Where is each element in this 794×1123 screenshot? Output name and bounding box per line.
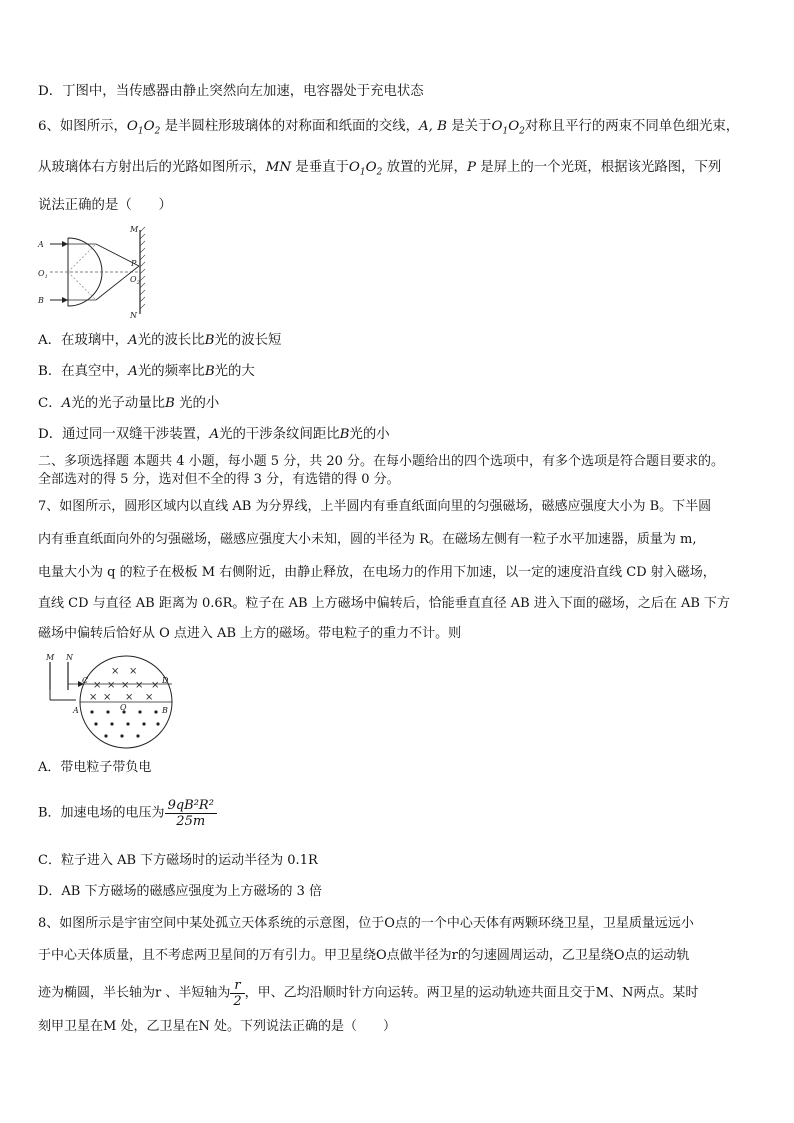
q6-stem-line2: 从玻璃体右方射出后的光路如图所示，MN 是垂直于$O_1O_2$ 放置的光屏，P 是屏上的一个光斑，根据该光路图，下列 — [38, 160, 722, 178]
field-out-of-page — [90, 710, 159, 737]
dashed-construction — [68, 244, 96, 272]
q8-stem-line3: 迹为椭圆，半长轴为r 、半短轴为 $\frac{r}{2}$ ，甲、乙均沿顺时针方向运转。两卫星的运动轨迹共面且交于M、N两点。某时 — [38, 978, 699, 1009]
symbol-o1o2: $O_1O_2$ — [126, 119, 161, 137]
q6-option-d: D．通过同一双缝干涉装置，A光的干涉条纹间距比B光的小 — [38, 427, 390, 442]
voltage-fraction: $\frac{\text{9qB²R²}}{25m}$ — [165, 798, 217, 829]
q6-option-b: B．在真空中，A光的频率比B光的大 — [38, 364, 255, 379]
symbol-ab: A, B — [419, 119, 448, 134]
svg-text:×: × — [111, 666, 120, 677]
q7-option-b: B．加速电场的电压为 $\frac{\text{9qB²R²}}{25m}$ — [38, 798, 217, 829]
arrow-b-icon — [62, 297, 68, 303]
label-o1: $O_1$ — [38, 269, 48, 280]
q7-stem-line1: 7、如图所示，圆形区域内以直线 AB 为分界线，上半圆内有垂直纸面向里的匀强磁场，磁感应强度大小为 B。下半圆 — [38, 499, 712, 514]
label-a: A — [38, 240, 44, 249]
q6-figure — [36, 222, 156, 322]
q8-stem-line2: 于中心天体质量，且不考虑两卫星间的万有引力。甲卫星绕O点做半径为r的匀速圆周运动，乙卫星绕O点的运动轨 — [38, 948, 690, 963]
arrow-a-icon — [62, 241, 68, 247]
svg-text:×: × — [103, 692, 112, 703]
section2-title-line2: 全部选对的得 5 分，选对但不全的得 3 分，有选错的得 0 分。 — [38, 472, 400, 487]
q8-stem-line1: 8、如图所示是宇宙空间中某处孤立天体系统的示意图，位于O点的一个中心天体有两颗环绕卫星，卫星质量远远小 — [38, 916, 694, 931]
svg-text:×: × — [129, 666, 138, 677]
symbol-p: P — [466, 160, 476, 175]
label-b: B — [38, 296, 44, 305]
label-o2: $O_2$ — [130, 275, 140, 286]
q6-option-a: A．在玻璃中，A光的波长比B光的波长短 — [38, 333, 282, 348]
label-p: P — [131, 259, 137, 268]
label-o: O — [120, 703, 127, 712]
svg-text:×: × — [151, 680, 160, 691]
q6-option-c: C．A光的光子动量比B 光的小 — [38, 396, 220, 411]
dashed-construction — [68, 272, 96, 300]
label-n: N — [130, 311, 137, 320]
label-a: A — [73, 706, 79, 715]
q7-stem-line5: 磁场中偏转后恰好从 O 点进入 AB 上方的磁场。带电粒子的重力不计。则 — [38, 626, 462, 641]
label-d: D — [162, 676, 169, 685]
q7-option-a: A．带电粒子带负电 — [38, 760, 152, 775]
q8-stem-line4: 刻甲卫星在M 处，乙卫星在N 处。下列说法正确的是（ ） — [38, 1019, 396, 1034]
label-m: M — [46, 653, 55, 662]
q7-option-d: D．AB 下方磁场的磁感应强度为上方磁场的 3 倍 — [38, 884, 323, 899]
q7-option-c: C．粒子进入 AB 下方磁场时的运动半径为 0.1R — [38, 853, 318, 868]
semi-minor-fraction: $\frac{r}{2}$ — [230, 978, 244, 1009]
q7-figure — [40, 650, 180, 750]
q7-stem-line2: 内有垂直纸面向外的匀强磁场，磁感应强度大小未知，圆的半径为 R。在磁场左侧有一粒子水平加速器，质量为 m, — [38, 532, 697, 547]
field-into-page — [89, 666, 159, 703]
svg-text:×: × — [121, 680, 130, 691]
label-m: M — [130, 225, 139, 234]
q7-stem-line4: 直线 CD 与直径 AB 距离为 0.6R。粒子在 AB 上方磁场中偏转后，恰能垂直直径 AB 进入下面的磁场，之后在 AB 下方 — [38, 596, 731, 611]
label-b: B — [162, 706, 168, 715]
svg-text:×: × — [125, 692, 134, 703]
svg-text:×: × — [93, 680, 102, 691]
label-n: N — [66, 653, 73, 662]
q6-stem-line3: 说法正确的是（ ） — [38, 198, 172, 213]
label-c: C — [82, 676, 89, 685]
svg-text:×: × — [145, 692, 154, 703]
svg-text:×: × — [107, 680, 116, 691]
q5-option-d: D．丁图中，当传感器由静止突然向左加速，电容器处于充电状态 — [38, 84, 424, 99]
svg-text:×: × — [89, 692, 98, 703]
section2-title-line1: 二、多项选择题 本题共 4 小题，每小题 5 分，共 20 分。在每小题给出的四个选项中，有多个选项是符合题目要求的。 — [38, 454, 725, 469]
symbol-o1o2: $O_1O_2$ — [491, 119, 525, 137]
q6-stem-line1: 6、如图所示，$O_1O_2$ 是半圆柱形玻璃体的对称面和纸面的交线，A, B 是关于$O_1O_2$对称且平行的两束不同单色细光束， — [38, 119, 740, 137]
symbol-mn: MN — [265, 160, 292, 175]
svg-text:×: × — [135, 680, 144, 691]
screen-hatching — [140, 227, 145, 309]
symbol-o1o2: $O_1O_2$ — [348, 160, 383, 178]
q7-stem-line3: 电量大小为 q 的粒子在极板 M 右侧附近，由静止释放，在电场力的作用下加速，以一定的速度沿直线 CD 射入磁场， — [38, 565, 716, 580]
